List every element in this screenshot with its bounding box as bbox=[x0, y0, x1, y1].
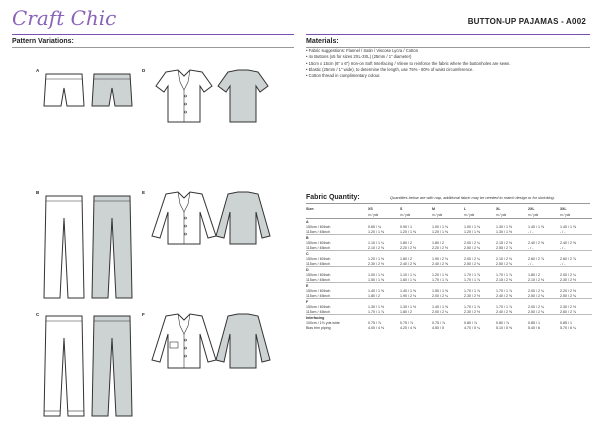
table-cell: 1.10 / 1 ¼ bbox=[400, 272, 416, 277]
table-cell: 1.00 / 1 ⅛ bbox=[464, 224, 480, 229]
table-cell: 1.30 / 1 ½ bbox=[496, 229, 512, 234]
table-cell: 1.80 / 2 bbox=[528, 272, 540, 277]
table-cell: 2.55 / 2 ⅞ bbox=[496, 245, 512, 250]
variation-label-a: A bbox=[36, 68, 40, 73]
table-cell: - / - bbox=[560, 229, 566, 234]
table-cell: - / - bbox=[560, 261, 566, 266]
table-row-label: 115cm / 45inch bbox=[306, 293, 331, 298]
long-pants-variation-b-illustration bbox=[40, 192, 140, 302]
table-cell: 1.70 / 1 ⅞ bbox=[496, 288, 512, 293]
table-cell: 0.75 / ⅞ bbox=[400, 320, 413, 325]
unit-label: m / yds bbox=[432, 212, 464, 219]
table-row-label: 150cm / 60inch bbox=[306, 256, 331, 261]
table-cell: 1.80 / 2 bbox=[400, 256, 412, 261]
size-header: S bbox=[400, 207, 403, 211]
header-divider-right bbox=[306, 34, 590, 35]
size-header: XS bbox=[368, 207, 373, 211]
fabric-quantity-body bbox=[306, 219, 592, 331]
shorts-variation-a-illustration bbox=[40, 70, 140, 120]
table-group-label: D bbox=[306, 267, 368, 273]
table-cell: 1.40 / 1 ⅝ bbox=[528, 224, 544, 229]
table-cell: 1.70 / 1 ⅞ bbox=[496, 272, 512, 277]
unit-label: m / yds bbox=[528, 212, 560, 219]
table-row-label: 100cm / 1⅛ yds wide bbox=[306, 320, 340, 325]
table-cell: 1.20 / 1 ⅜ bbox=[464, 229, 480, 234]
variation-label-b: B bbox=[36, 190, 40, 195]
table-cell: 2.40 / 2 ⅝ bbox=[496, 309, 512, 314]
table-row bbox=[306, 325, 592, 330]
table-group-label: F bbox=[306, 299, 368, 305]
table-cell: 2.50 / 2 ¾ bbox=[464, 261, 480, 266]
materials-heading: Materials: bbox=[306, 38, 339, 45]
table-cell: 2.00 / 2 ¼ bbox=[464, 240, 480, 245]
table-cell: 2.30 / 2 ½ bbox=[368, 261, 384, 266]
table-row-label: 150cm / 60inch bbox=[306, 288, 331, 293]
table-cell: 2.20 / 2 ½ bbox=[432, 245, 448, 250]
table-cell: 1.70 / 1 ⅞ bbox=[464, 304, 480, 309]
table-cell: 1.30 / 1 ½ bbox=[496, 224, 512, 229]
size-header: M bbox=[432, 207, 435, 211]
table-cell: 1.20 / 1 ⅜ bbox=[432, 229, 448, 234]
unit-label: m / yds bbox=[464, 212, 496, 219]
table-cell: 2.50 / 2 ¾ bbox=[560, 293, 576, 298]
table-row-label: 115cm / 45inch bbox=[306, 245, 331, 250]
table-cell: 2.00 / 2 ¼ bbox=[528, 304, 544, 309]
header-divider-left bbox=[12, 34, 294, 35]
table-cell: 0.80 / ⅞ bbox=[496, 320, 509, 325]
table-cell: 1.70 / 1 ⅞ bbox=[464, 288, 480, 293]
table-cell: 2.60 / 2 ⅞ bbox=[560, 256, 576, 261]
size-header: XL bbox=[496, 207, 501, 211]
table-cell: 5.10 / 5 ⅝ bbox=[496, 325, 512, 330]
table-group-label: A bbox=[306, 219, 368, 225]
table-row-label: 115cm / 45inch bbox=[306, 309, 331, 314]
table-cell: 1.80 / 2 bbox=[400, 309, 412, 314]
table-row-label: 150cm / 60inch bbox=[306, 240, 331, 245]
table-cell: 2.40 / 2 ⅝ bbox=[496, 293, 512, 298]
table-cell: 4.70 / 5 ¼ bbox=[464, 325, 480, 330]
unit-label: m / yds bbox=[496, 212, 528, 219]
table-cell: 2.50 / 2 ¾ bbox=[464, 245, 480, 250]
table-row-label: Bias trim piping bbox=[306, 325, 331, 330]
materials-item: • Elastic (25mm / 1" wide), to determine the length, use 75% - 80% of waist circumference. bbox=[306, 67, 591, 73]
table-cell: 1.70 / 1 ⅞ bbox=[496, 304, 512, 309]
table-row-label: Interfacing bbox=[306, 315, 368, 321]
table-cell: 2.30 / 2 ½ bbox=[560, 304, 576, 309]
table-cell: 2.10 / 2 ⅜ bbox=[528, 277, 544, 282]
table-row-label: 150cm / 60inch bbox=[306, 224, 331, 229]
size-column-header: Size: bbox=[306, 207, 315, 211]
table-cell: 1.20 / 1 ⅜ bbox=[368, 229, 384, 234]
table-cell: 1.00 / 1 ⅛ bbox=[432, 224, 448, 229]
materials-divider-left bbox=[12, 47, 294, 48]
fabric-quantity-note: Quantities below are with nap, additional fabric may be needed to match design or for shrinking. bbox=[390, 195, 555, 200]
table-cell: 1.30 / 1 ½ bbox=[400, 304, 416, 309]
table-cell: 1.10 / 1 ¼ bbox=[368, 240, 384, 245]
materials-list bbox=[306, 48, 591, 79]
brand-logo: Craft Chic bbox=[12, 6, 117, 30]
table-cell: 5.70 / 6 ¼ bbox=[560, 325, 576, 330]
table-row-label: 150cm / 60inch bbox=[306, 272, 331, 277]
table-cell: 1.70 / 1 ⅞ bbox=[432, 277, 448, 282]
table-cell: 0.65 / ¾ bbox=[368, 224, 381, 229]
table-cell: 0.85 / 1 bbox=[528, 320, 540, 325]
table-cell: 1.70 / 1 ⅞ bbox=[368, 309, 384, 314]
table-group-label: B bbox=[306, 235, 368, 241]
table-cell: - / - bbox=[560, 245, 566, 250]
table-cell: 2.60 / 2 ⅞ bbox=[528, 256, 544, 261]
table-cell: 1.20 / 1 ⅜ bbox=[368, 256, 384, 261]
unit-label: m / yds bbox=[400, 212, 432, 219]
table-cell: 2.20 / 2 ½ bbox=[400, 245, 416, 250]
materials-item: • Fabric suggestions: Flannel / Satin / Viscose Lycra / Cotton bbox=[306, 48, 591, 54]
table-cell: 2.40 / 2 ⅝ bbox=[400, 261, 416, 266]
variation-label-e: E bbox=[142, 190, 146, 195]
materials-item: • 4x Buttons (x5 for sizes 2XL-3XL) (25mm / 1" diameter) bbox=[306, 54, 591, 60]
table-cell: 1.70 / 1 ⅞ bbox=[464, 277, 480, 282]
variation-label-c: C bbox=[36, 312, 40, 317]
table-cell: - / - bbox=[528, 229, 534, 234]
table-cell: 0.90 / 1 bbox=[400, 224, 412, 229]
table-cell: 4.00 / 4 ⅜ bbox=[368, 325, 384, 330]
unit-label: m / yds bbox=[368, 212, 400, 219]
table-cell: 1.80 / 2 bbox=[432, 240, 444, 245]
fabric-quantity-divider bbox=[306, 203, 590, 204]
fabric-quantity-heading: Fabric Quantity: bbox=[306, 194, 360, 201]
materials-item: • 15cm x 15cm (6" x 6") Iron-on Soft Interfacing / Vilene to reinforce the fabric where the buttonholes are sewn. bbox=[306, 61, 591, 67]
table-cell: 1.80 / 2 bbox=[368, 293, 380, 298]
long-sleeve-shirt-variation-e-illustration bbox=[146, 190, 276, 250]
table-row-label: 115cm / 45inch bbox=[306, 229, 331, 234]
size-header: 2XL bbox=[528, 207, 535, 211]
table-cell: 5.40 / 6 bbox=[528, 325, 540, 330]
table-cell: 0.75 / ⅞ bbox=[368, 320, 381, 325]
table-cell: 2.60 / 2 ⅞ bbox=[560, 309, 576, 314]
table-cell: 2.00 / 2 ¼ bbox=[528, 288, 544, 293]
table-cell: 1.00 / 1 ⅛ bbox=[368, 272, 384, 277]
table-row-label: 150cm / 60inch bbox=[306, 304, 331, 309]
table-row-label: 115cm / 45inch bbox=[306, 261, 331, 266]
pattern-variations-heading: Pattern Variations: bbox=[12, 38, 74, 45]
table-cell: 1.60 / 1 ¾ bbox=[400, 277, 416, 282]
table-cell: 2.50 / 2 ¾ bbox=[528, 293, 544, 298]
table-cell: 1.30 / 1 ½ bbox=[368, 304, 384, 309]
table-cell: 2.10 / 2 ⅜ bbox=[496, 256, 512, 261]
table-group-label: C bbox=[306, 251, 368, 257]
table-cell: 1.40 / 1 ⅝ bbox=[432, 304, 448, 309]
unit-label: m / yds bbox=[560, 212, 592, 219]
table-cell: 1.50 / 1 ⅝ bbox=[432, 288, 448, 293]
table-cell: 0.75 / ⅞ bbox=[432, 320, 445, 325]
table-cell: 2.50 / 2 ¾ bbox=[496, 261, 512, 266]
table-cell: 1.40 / 1 ⅝ bbox=[560, 224, 576, 229]
table-cell: 2.10 / 2 ⅜ bbox=[368, 245, 384, 250]
table-cell: 1.40 / 1 ⅝ bbox=[400, 288, 416, 293]
table-cell: 2.00 / 2 ¼ bbox=[432, 293, 448, 298]
table-cell: 2.40 / 2 ⅝ bbox=[528, 240, 544, 245]
table-cell: 4.50 / 5 bbox=[432, 325, 444, 330]
size-header: L bbox=[464, 207, 467, 211]
table-cell: 1.40 / 1 ⅝ bbox=[368, 288, 384, 293]
table-cell: 1.70 / 1 ⅞ bbox=[464, 272, 480, 277]
table-cell: 1.90 / 2 ⅛ bbox=[400, 293, 416, 298]
table-cell: 2.00 / 2 ¼ bbox=[464, 256, 480, 261]
table-cell: 2.30 / 2 ½ bbox=[560, 277, 576, 282]
table-cell: 2.50 / 2 ¾ bbox=[528, 309, 544, 314]
table-cell: 2.40 / 2 ⅝ bbox=[560, 240, 576, 245]
table-cell: 1.80 / 2 bbox=[400, 240, 412, 245]
short-sleeve-shirt-variation-d-illustration bbox=[146, 68, 276, 128]
piped-shirt-variation-f-illustration bbox=[146, 312, 276, 374]
table-cell: 2.15 / 2 ⅜ bbox=[496, 277, 512, 282]
table-group-label: E bbox=[306, 283, 368, 289]
fabric-quantity-table bbox=[306, 206, 592, 330]
table-cell: 2.40 / 2 ⅝ bbox=[432, 261, 448, 266]
table-cell: 2.30 / 2 ½ bbox=[464, 293, 480, 298]
size-header: 3XL bbox=[560, 207, 567, 211]
piped-pants-variation-c-illustration bbox=[40, 314, 140, 424]
table-cell: - / - bbox=[528, 261, 534, 266]
table-cell: 2.20 / 2 ½ bbox=[560, 288, 576, 293]
table-cell: 1.20 / 1 ⅜ bbox=[400, 229, 416, 234]
table-cell: 2.30 / 2 ½ bbox=[464, 309, 480, 314]
table-cell: 0.80 / ⅞ bbox=[464, 320, 477, 325]
table-cell: 2.00 / 2 ¼ bbox=[432, 309, 448, 314]
table-cell: 0.85 / 1 bbox=[560, 320, 572, 325]
table-row-label: 115cm / 45inch bbox=[306, 277, 331, 282]
table-cell: 2.00 / 2 ¼ bbox=[560, 272, 576, 277]
table-cell: - / - bbox=[528, 245, 534, 250]
document-title: BUTTON-UP PAJAMAS - A002 bbox=[467, 17, 586, 26]
variation-label-f: F bbox=[142, 312, 145, 317]
table-cell: 4.20 / 4 ⅝ bbox=[400, 325, 416, 330]
table-cell: 2.15 / 2 ⅜ bbox=[496, 240, 512, 245]
table-cell: 1.20 / 1 ⅜ bbox=[432, 272, 448, 277]
variation-label-d: D bbox=[142, 68, 146, 73]
table-cell: 1.90 / 2 ⅛ bbox=[432, 256, 448, 261]
materials-item: • Cotton thread in complimentary colour. bbox=[306, 73, 591, 79]
table-cell: 1.50 / 1 ⅝ bbox=[368, 277, 384, 282]
